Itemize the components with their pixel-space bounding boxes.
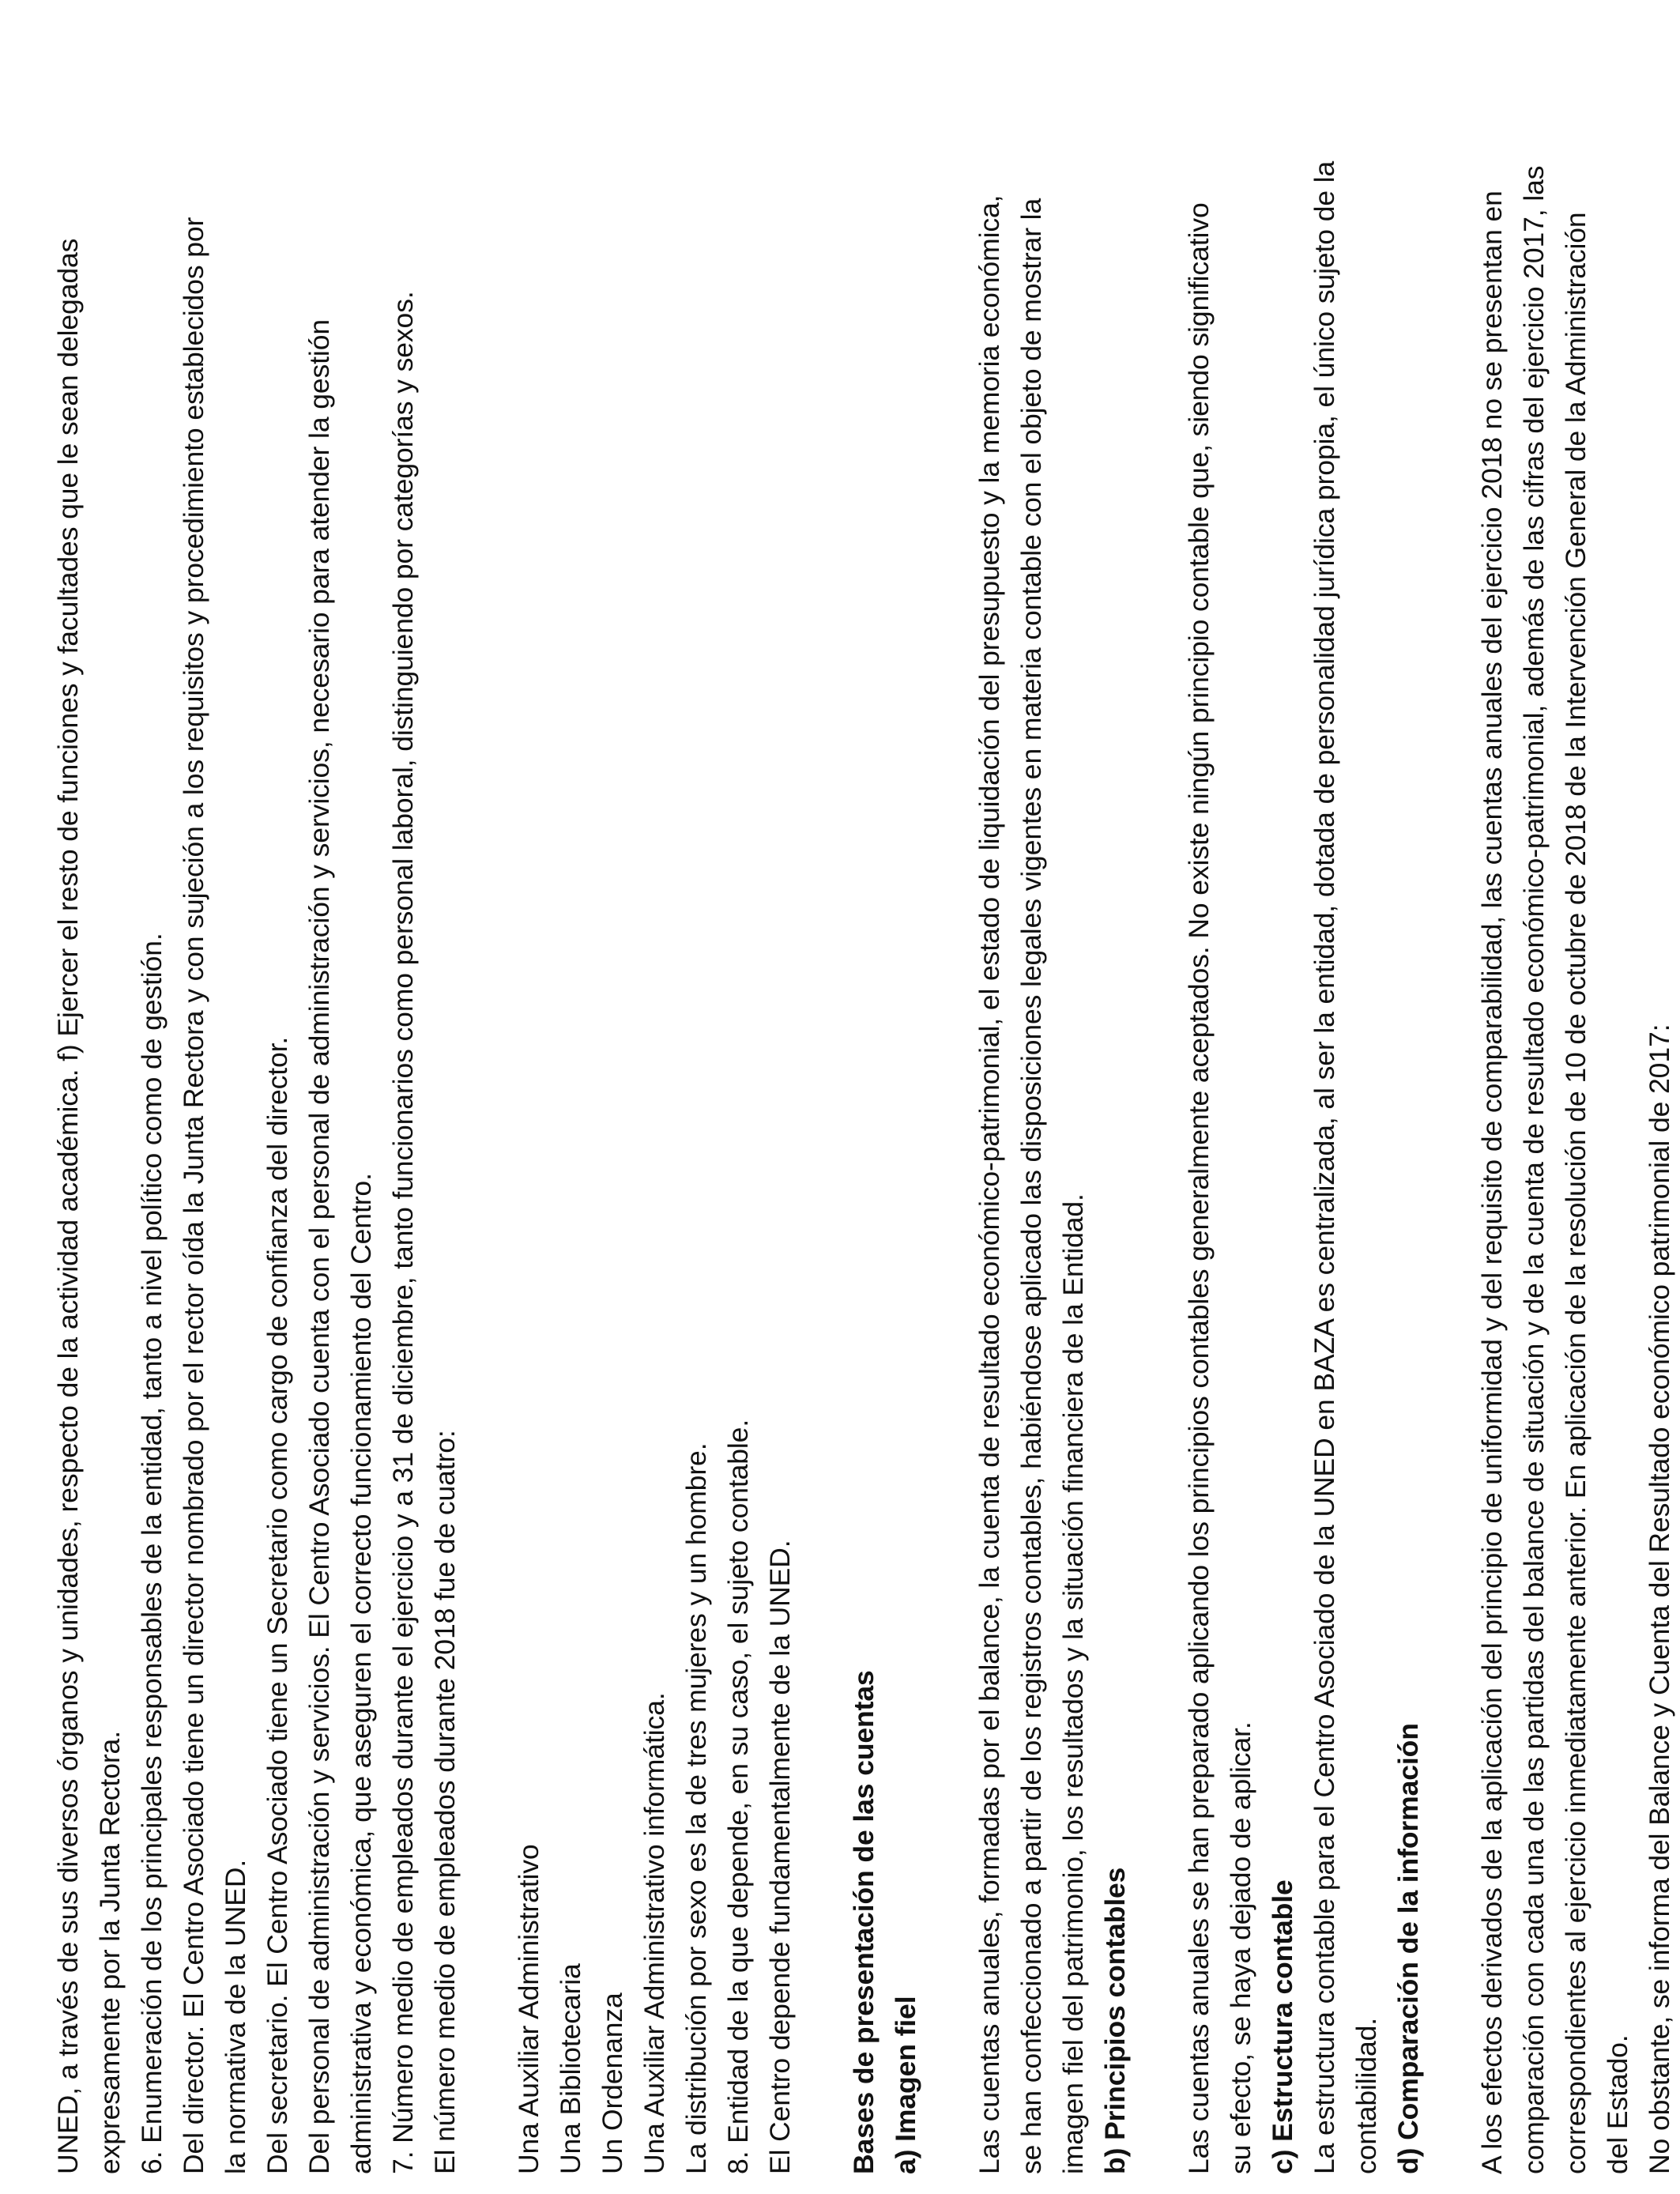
text-line: 8. Entidad de la que depende, en su caso, el sujeto contable. [722, 1419, 754, 2174]
text-line: se han confeccionado a partir de los registros contables, habiéndose aplicado las disposiciones legales vigentes en materia contable con el objeto de mostrar la [1015, 198, 1047, 2174]
text-line: su efecto, se haya dejado de aplicar. [1225, 1721, 1256, 2174]
employee-item: Una Auxiliar Administrativo [513, 1844, 544, 2174]
text-line: del Estado. [1602, 2034, 1633, 2174]
text-line: UNED, a través de sus diversos órganos y unidades, respecto de la actividad académica. f) Ejercer el resto de funciones y facultades que le sean delegadas [52, 238, 84, 2174]
employee-item: Una Bibliotecaria [555, 1963, 586, 2174]
employee-item: Una Auxiliar Administrativo informática. [638, 1692, 670, 2174]
text-line: Del secretario. El Centro Asociado tiene un Secretario como cargo de confianza del director. [262, 1036, 293, 2174]
document-body [47, 25, 1680, 2174]
text-line: La distribución por sexo es la de tres mujeres y un hombre. [680, 1442, 712, 2174]
spacer [1136, 25, 1178, 2174]
text-line: correspondientes al ejercicio inmediatamente anterior. En aplicación de la resolución de 10 de octubre de 2018 de la Intervención General de la Administración [1560, 212, 1591, 2174]
text-line: Del director. El Centro Asociado tiene un director nombrado por el rector oída la Junta Rectora y con sujeción a los requisitos y procedimiento establecidos por [178, 217, 209, 2174]
section-title: Bases de presentación de las cuentas [848, 1670, 880, 2174]
text-line: A los efectos derivados de la aplicación del principio de uniformidad y del requisito de comparabilidad, las cuentas anuales del ejercicio 2018 no se presentan en [1476, 190, 1508, 2174]
text-line: contabilidad. [1350, 2017, 1382, 2174]
subsection-heading-estructura-contable: c) Estructura contable [1267, 1879, 1298, 2174]
text-line: El Centro depende fundamentalmente de la UNED. [764, 1540, 796, 2174]
subsection-heading-comparacion: d) Comparación de la información [1392, 1723, 1424, 2174]
text-line: Del personal de administración y servicios. El Centro Asociado cuenta con el personal de administración y servicios, necesario para atender la gestión [303, 319, 335, 2174]
text-line: 6. Enumeración de los principales responsables de la entidad, tanto a nivel político como de gestión. [136, 933, 168, 2174]
text-line: La estructura contable para el Centro Asociado de la UNED en BAZA es centralizada, al ser la entidad, dotada de personalidad jurídica propia, el único sujeto de la [1309, 160, 1340, 2174]
text-line: administrativa y económica, que aseguren el correcto funcionamiento del Centro. [345, 1173, 377, 2174]
text-line: No obstante, se informa del Balance y Cuenta del Resultado económico patrimonial de 2017: [1644, 1023, 1675, 2174]
text-line: expresamente por la Junta Rectora. [94, 1731, 126, 2174]
text-line: El número medio de empleados durante 2018 fue de cuatro: [429, 1430, 461, 2174]
spacer [1430, 25, 1471, 2174]
spacer [466, 25, 508, 2174]
text-line: la normativa de la UNED. [220, 1859, 251, 2174]
employee-item: Un Ordenanza [597, 1992, 628, 2174]
subsection-heading-principios-contables: b) Principios contables [1099, 1867, 1131, 2174]
spacer [927, 25, 969, 2174]
text-line: Las cuentas anuales, formadas por el balance, la cuenta de resultado económico-patrimonial, el estado de liquidación del presupuesto y la memoria económica, [974, 194, 1005, 2174]
text-line: Las cuentas anuales se han preparado aplicando los principios contables generalmente aceptados. No existe ningún principio contable que, siendo significativo [1183, 202, 1215, 2174]
text-line: imagen fiel del patrimonio, los resultados y la situación financiera de la Entidad. [1057, 1193, 1089, 2174]
subsection-heading-imagen-fiel: a) Imagen fiel [890, 1996, 921, 2174]
text-line: 7. Número medio de empleados durante el ejercicio y a 31 de diciembre, tanto funcionarios como personal laboral, distinguiendo por categorías y sexos. [387, 291, 419, 2174]
spacer [801, 25, 843, 2174]
text-line: comparación con cada una de las partidas del balance de situación y de la cuenta de resultado económico-patrimonial, además de las cifras del ejercicio 2017, las [1518, 165, 1550, 2174]
